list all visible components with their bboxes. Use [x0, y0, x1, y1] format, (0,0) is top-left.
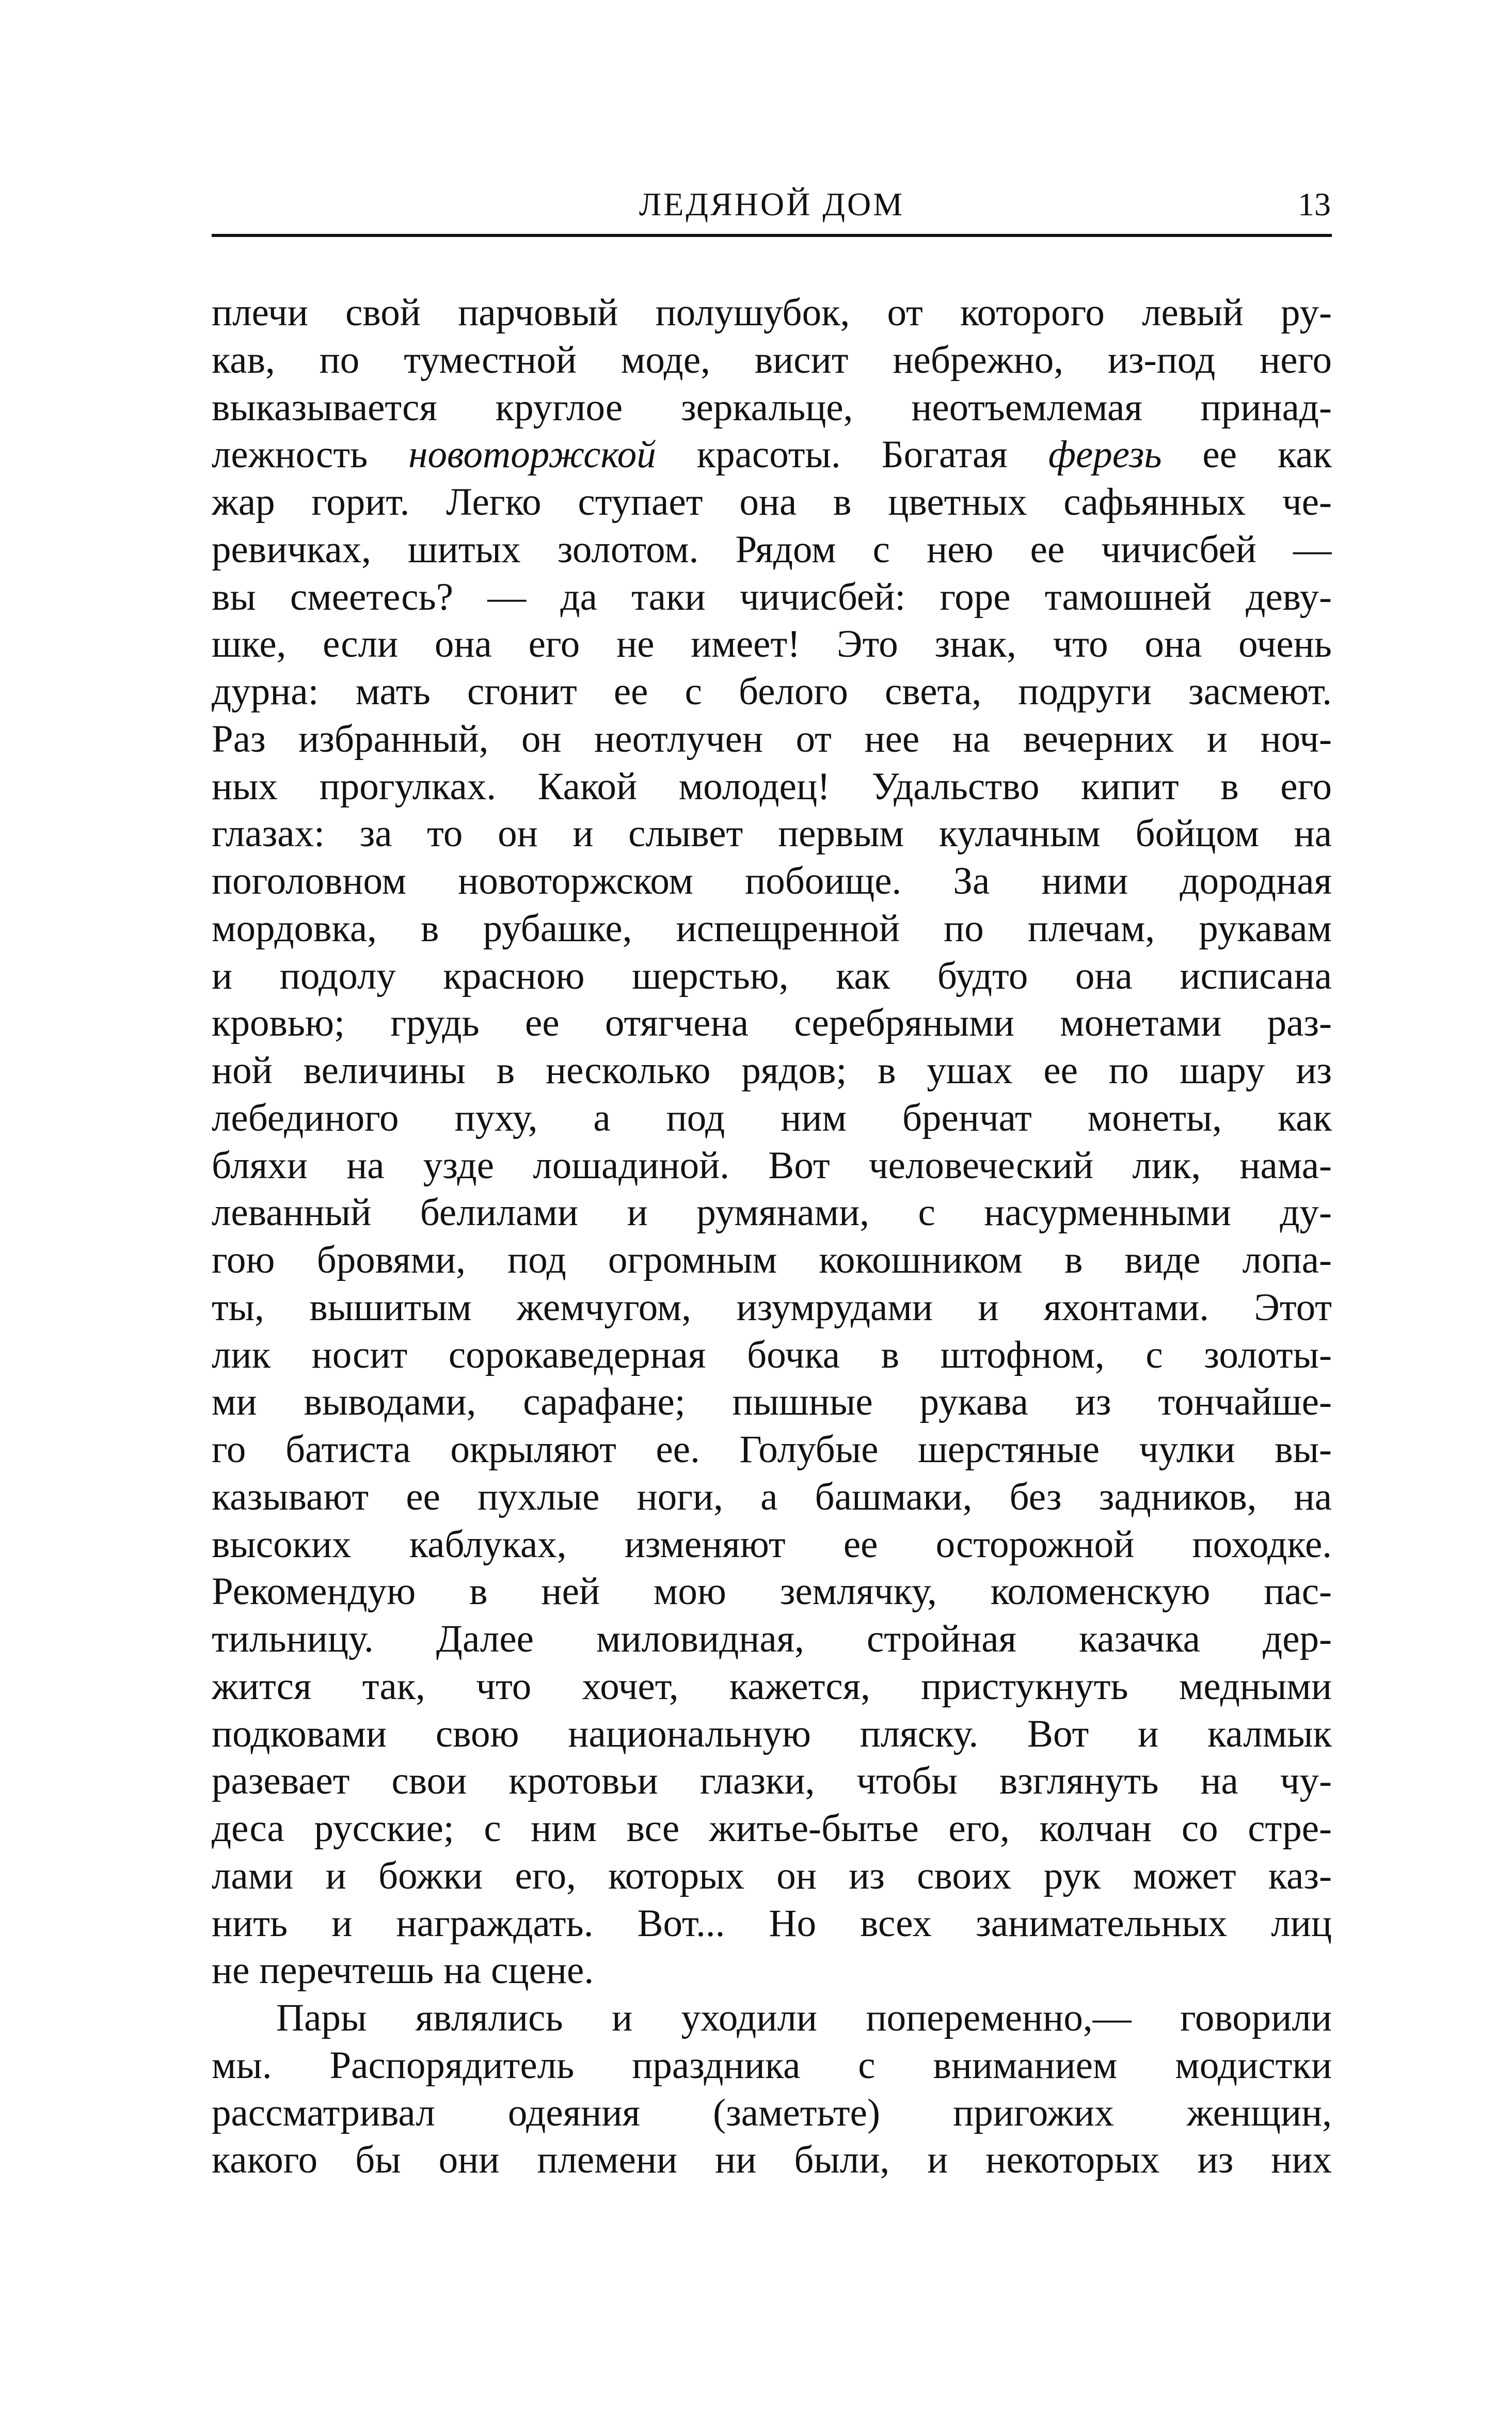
text-line — [212, 431, 1332, 479]
text-line: гою бровями, под огромным кокошником в виде лопа- — [212, 1239, 1332, 1281]
text-line: ревичках, шитых золотом. Рядом с нею ее чичисбей — — [212, 528, 1332, 571]
text-line: жится так, что хочет, кажется, пристукнуть медными — [212, 1665, 1332, 1708]
text-line: ных прогулках. Какой молодец! Удальство кипит в его — [212, 765, 1332, 808]
text-line: деса русские; с ним все житье-бытье его, колчан со стре- — [212, 1807, 1332, 1850]
text-line: выказывается круглое зеркальце, неотъемлемая принад- — [212, 386, 1332, 429]
text-line: поголовном новоторжском побоище. За ними дородная — [212, 860, 1332, 902]
italic-word: ферезь — [1048, 433, 1162, 477]
text-line: подковами свою национальную пляску. Вот и калмык — [212, 1712, 1332, 1755]
text-line: кровью; грудь ее отягчена серебряными монетами раз- — [212, 1002, 1332, 1045]
text-line: разевает свои кротовьи глазки, чтобы взглянуть на чу- — [212, 1760, 1332, 1803]
text-line: высоких каблуках, изменяют ее осторожной походке. — [212, 1523, 1332, 1566]
text-line: Рекомендую в ней мою землячку, коломенскую пас- — [212, 1570, 1332, 1613]
text-line: Раз избранный, он неотлучен от нее на вечерних и ноч- — [212, 717, 1332, 760]
text-line: глазах: за то он и слывет первым кулачным бойцом на — [212, 812, 1332, 855]
text-line: кав, по туместной моде, висит небрежно, из-под него — [212, 338, 1332, 382]
running-head — [212, 180, 1332, 236]
text-line: лебединого пуху, а под ним бренчат монеты, как — [212, 1096, 1332, 1139]
text-line: мы. Распорядитель праздника с вниманием модистки — [212, 2043, 1332, 2087]
text-line: жар горит. Легко ступает она в цветных сафьянных че- — [212, 481, 1332, 524]
text-line: Пары являлись и уходили попеременно,— говорили — [276, 1996, 1332, 2039]
text-line: тильницу. Далее миловидная, стройная казачка дер- — [212, 1618, 1332, 1660]
text-line: и подолу красною шерстью, как будто она исписана — [212, 954, 1332, 997]
italic-word: новоторжской — [408, 433, 656, 477]
text-line: лами и божки его, которых он из своих рук может каз- — [212, 1854, 1332, 1897]
text-line: какого бы они племени ни были, и некоторых из них — [212, 2138, 1332, 2182]
text-line: не перечтешь на сцене. — [212, 1949, 594, 1992]
body-text — [212, 289, 1332, 2184]
text-line: шке, если она его не имеет! Это знак, что она очень — [212, 623, 1332, 666]
text-line: рассматривал одеяния (заметьте) пригожих женщин, — [212, 2091, 1332, 2134]
text-line: бляхи на узде лошадиной. Вот человеческий лик, нама- — [212, 1144, 1332, 1187]
text-line: лик носит сорокаведерная бочка в штофном, с золоты- — [212, 1333, 1332, 1376]
running-title: ЛЕДЯНОЙ ДОМ — [639, 186, 905, 223]
text-line: го батиста окрыляют ее. Голубые шерстяные чулки вы- — [212, 1428, 1332, 1471]
text-line: ми выводами, сарафане; пышные рукава из тончайше- — [212, 1381, 1332, 1424]
text-line: дурна: мать сгонит ее с белого света, подруги засмеют. — [212, 670, 1332, 713]
text-line: нить и награждать. Вот... Но всех занимательных лиц — [212, 1901, 1332, 1945]
text-line: мордовка, в рубашке, испещренной по плечам, рукавам — [212, 907, 1332, 950]
text-line: ной величины в несколько рядов; в ушах ее по шару из — [212, 1049, 1332, 1092]
text-run: лежность — [212, 433, 409, 477]
text-line: леванный белилами и румянами, с насурменными ду- — [212, 1191, 1332, 1234]
text-line: вы смеетесь? — да таки чичисбей: горе тамошней деву- — [212, 575, 1332, 619]
text-run: красоты. Богатая — [656, 433, 1048, 477]
text-line: ты, вышитым жемчугом, изумрудами и яхонтами. Этот — [212, 1286, 1332, 1329]
header-rule — [212, 234, 1332, 237]
text-line: плечи свой парчовый полушубок, от которого левый ру- — [212, 291, 1332, 334]
text-line: казывают ее пухлые ноги, а башмаки, без задников, на — [212, 1475, 1332, 1518]
text-run: ее как — [1161, 433, 1332, 477]
page-number: 13 — [1298, 186, 1331, 223]
